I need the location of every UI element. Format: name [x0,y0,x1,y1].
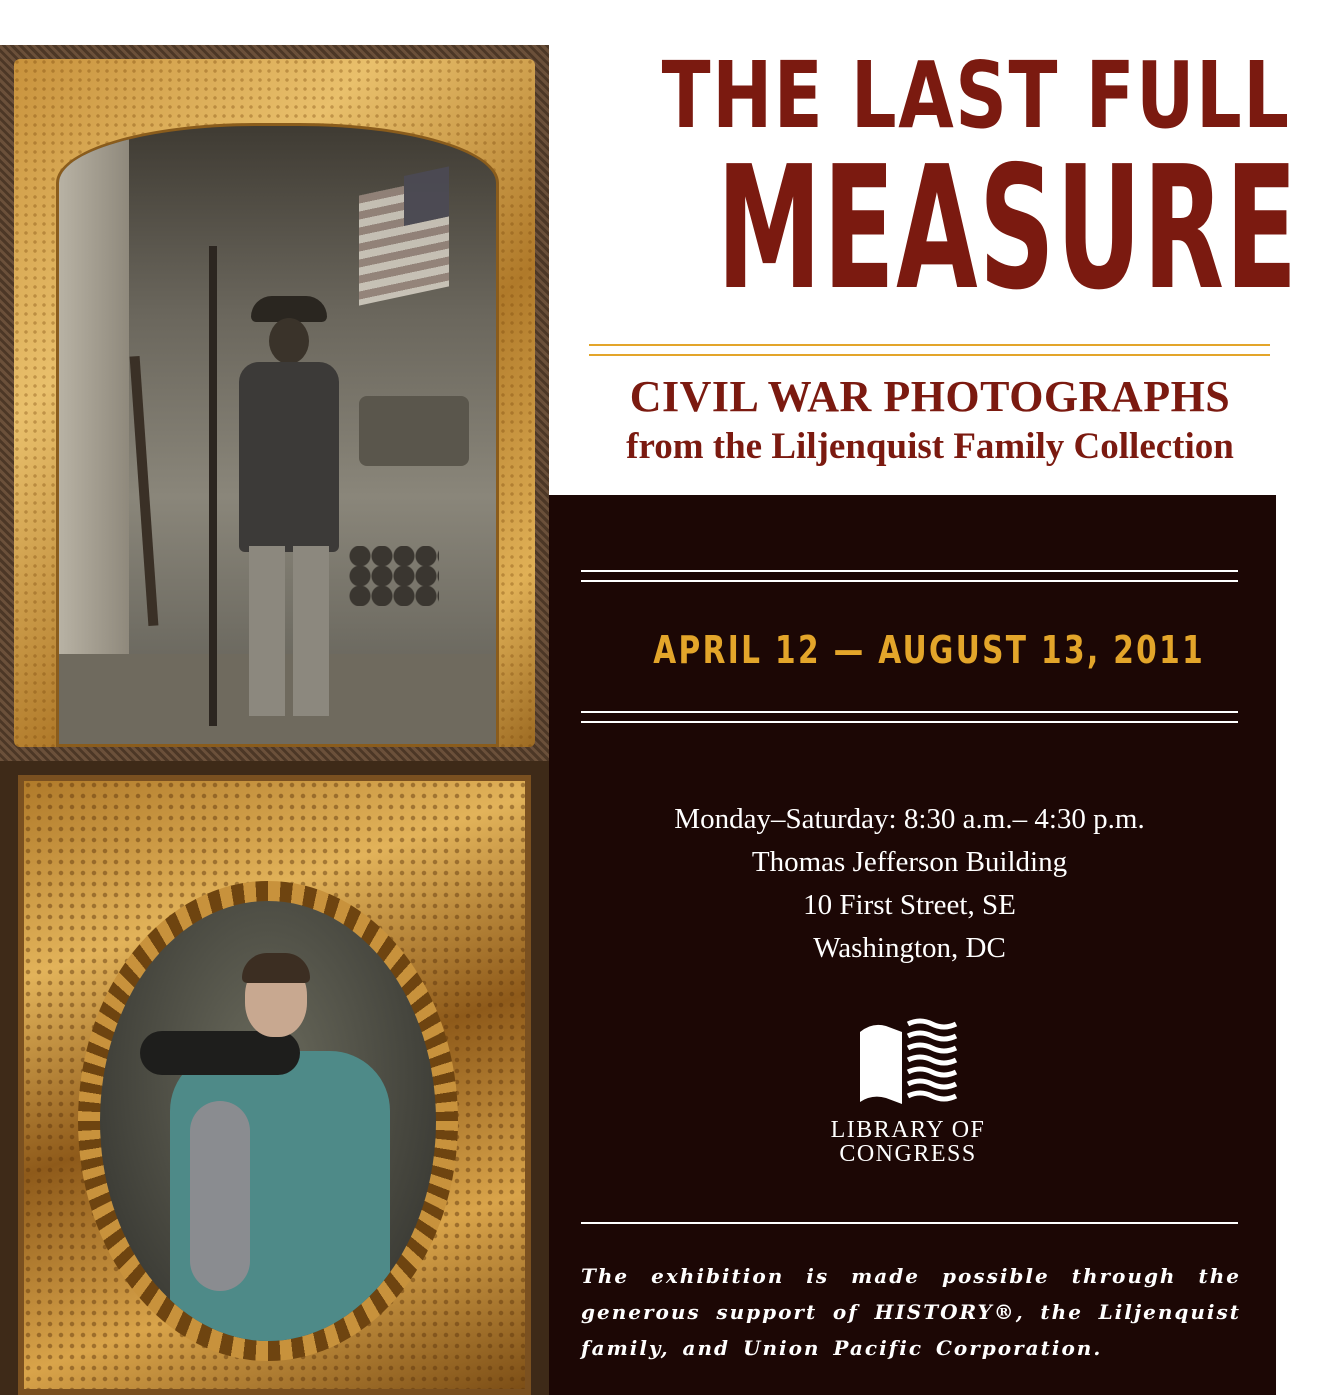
flag-illustration [359,176,449,305]
gold-divider-bottom [589,354,1270,356]
rule-mid-1 [581,711,1238,713]
gold-divider-top [589,344,1270,346]
building-text: Thomas Jefferson Building [751,846,1068,878]
city-text: Washington, DC [813,932,1006,964]
photo-column [0,45,549,1395]
tintype-frame-bottom [0,761,549,1395]
logo-line-1: LIBRARY OF [830,1117,986,1143]
title-line-2: MEASURE [716,130,1299,328]
library-of-congress-wordmark [790,1118,1026,1166]
rule-top-1 [581,570,1238,572]
street-text: 10 First Street, SE [803,889,1016,921]
soldier-figure [229,296,349,726]
exhibition-dates: APRIL 12 — AUGUST 13, 2011 [653,628,1206,672]
sponsor-credit: The exhibition is made possible through the generous support of HISTORY®, the Liljenquist family, and Union Pacific Corporation. [581,1264,1241,1360]
title-line-1: THE LAST FULL [661,42,1291,149]
subtitle-main: CIVIL WAR PHOTOGRAPHS [629,372,1231,421]
rule-top-2 [581,580,1238,582]
rule-bottom [581,1222,1238,1224]
photo-soldier-with-pack [100,901,436,1341]
tintype-frame-top [0,45,549,761]
subtitle-collection: from the Liljenquist Family Collection [626,426,1234,467]
visitor-info [581,798,1238,970]
hours-text: Monday–Saturday: 8:30 a.m.– 4:30 p.m. [674,803,1145,835]
photo-soldier-with-rifle [56,123,499,747]
exhibition-title [586,42,1299,328]
rule-mid-2 [581,721,1238,723]
logo-line-2: CONGRESS [839,1141,977,1167]
library-of-congress-flag-book-icon [858,1018,958,1104]
